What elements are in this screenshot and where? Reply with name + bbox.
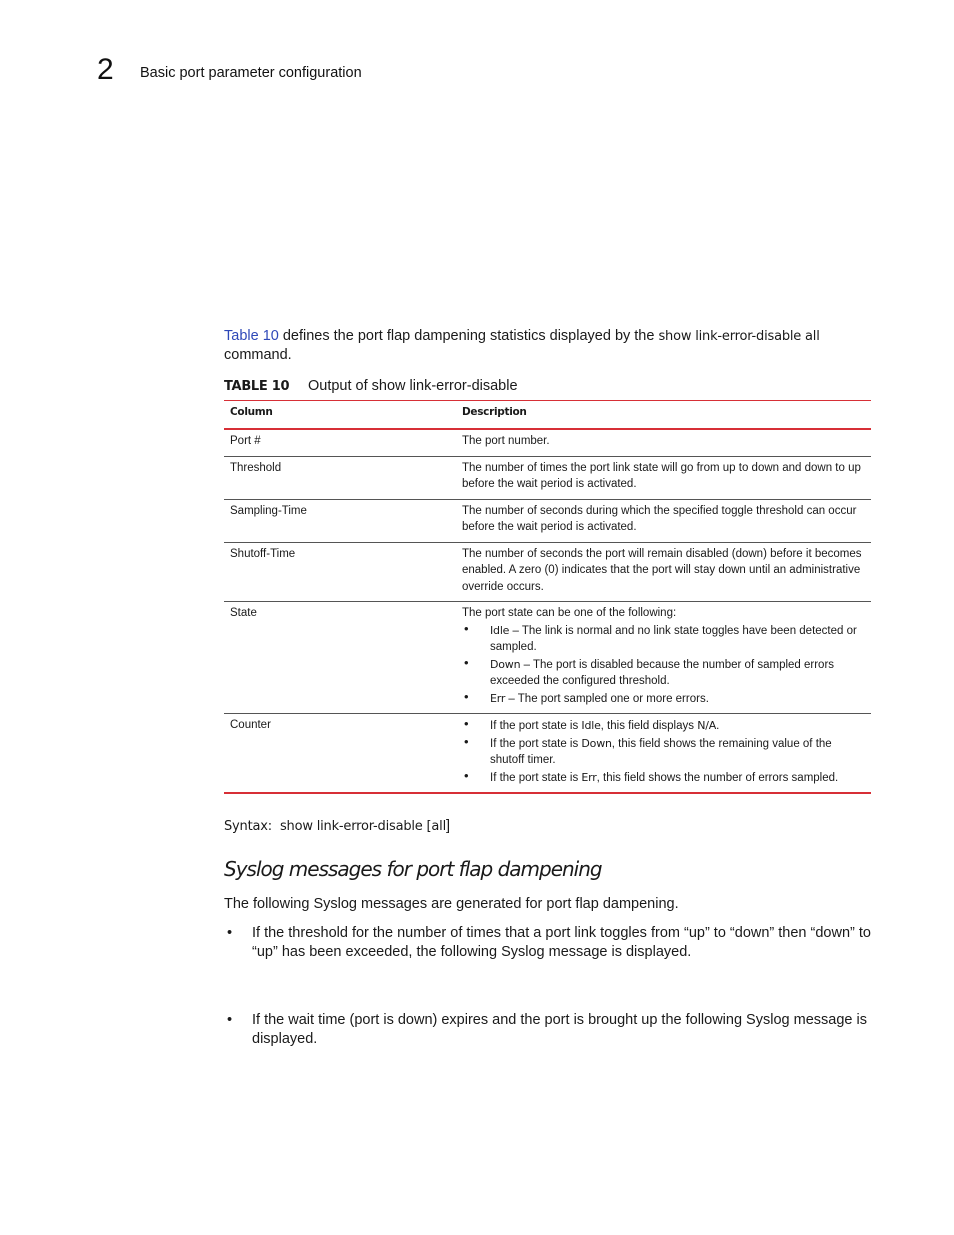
bullet-icon: • bbox=[464, 767, 469, 783]
syntax-close: ] bbox=[446, 818, 451, 834]
counter-keyword: Down bbox=[581, 736, 612, 750]
syntax-line bbox=[224, 818, 450, 834]
state-list bbox=[462, 620, 865, 708]
syntax-option: all bbox=[431, 819, 446, 834]
list-item bbox=[462, 733, 865, 769]
bullet-text: If the wait time (port is down) expires and the port is brought up the following Syslog message is displayed. bbox=[252, 1012, 867, 1047]
bullet-text: If the threshold for the number of times that a port link toggles from “up” to “down” then “down” to “up” has been exceeded, the following Syslog message is displayed. bbox=[252, 925, 871, 960]
state-keyword: Idle bbox=[490, 623, 510, 637]
counter-keyword: Err bbox=[581, 770, 597, 784]
row-column-cell: Counter bbox=[224, 714, 456, 794]
table-row bbox=[224, 499, 871, 542]
counter-text: , this field shows the remaining value of the shutoff timer. bbox=[490, 737, 832, 766]
intro-paragraph bbox=[224, 327, 874, 365]
bullet-icon: • bbox=[227, 1012, 233, 1028]
row-description-cell: The port number. bbox=[456, 429, 871, 456]
table-reference-link[interactable]: Table 10 bbox=[224, 328, 279, 344]
table-row bbox=[224, 602, 871, 714]
chapter-number: 2 bbox=[97, 53, 114, 86]
counter-text: , this field displays bbox=[600, 720, 698, 732]
header-description: Description bbox=[456, 401, 871, 430]
row-column-cell: Sampling-Time bbox=[224, 499, 456, 542]
row-column-cell: Port # bbox=[224, 429, 456, 456]
chapter-title: Basic port parameter configuration bbox=[140, 65, 362, 81]
row-column-cell: State bbox=[224, 602, 456, 714]
list-item bbox=[462, 767, 865, 787]
bullet-icon: • bbox=[464, 733, 469, 749]
bullet-icon: • bbox=[464, 654, 469, 670]
bullet-icon: • bbox=[227, 925, 233, 941]
row-description-cell bbox=[456, 602, 871, 714]
bullet-icon: • bbox=[464, 716, 469, 731]
state-text: – The link is normal and no link state toggles have been detected or sampled. bbox=[490, 624, 857, 653]
table-row bbox=[224, 456, 871, 499]
table-row bbox=[224, 542, 871, 602]
bullet-icon: • bbox=[464, 620, 469, 636]
state-keyword: Err bbox=[490, 691, 506, 705]
table-caption bbox=[224, 378, 518, 394]
intro-text-end: command. bbox=[224, 347, 292, 363]
intro-command: show link-error-disable all bbox=[658, 329, 820, 344]
row-description-cell bbox=[456, 714, 871, 794]
state-keyword: Down bbox=[490, 657, 521, 671]
table-row bbox=[224, 714, 871, 794]
state-intro: The port state can be one of the following: bbox=[462, 607, 677, 619]
counter-text: If the port state is bbox=[490, 720, 582, 732]
state-text: – The port is disabled because the number of sampled errors exceeded the configured threshold. bbox=[490, 658, 835, 687]
syntax-label: Syntax: bbox=[224, 819, 272, 834]
syntax-command: show link-error-disable [ bbox=[279, 819, 432, 834]
table-header-row bbox=[224, 401, 871, 430]
list-item bbox=[462, 654, 865, 690]
list-item bbox=[462, 688, 865, 708]
section-paragraph: The following Syslog messages are generated for port flap dampening. bbox=[224, 896, 679, 912]
table-caption-text: Output of show link-error-disable bbox=[308, 378, 518, 394]
state-text: – The port sampled one or more errors. bbox=[505, 692, 709, 705]
list-item bbox=[462, 620, 865, 656]
row-description-cell: The number of times the port link state will go from up to down and down to up before the wait period is activated. bbox=[456, 456, 871, 499]
section-heading: Syslog messages for port flap dampening bbox=[224, 857, 602, 881]
counter-text: If the port state is bbox=[490, 737, 582, 750]
list-item bbox=[224, 1011, 874, 1049]
counter-keyword: N/A bbox=[697, 719, 717, 732]
link-error-disable-table bbox=[224, 400, 871, 794]
counter-list bbox=[462, 718, 865, 786]
list-item bbox=[462, 718, 865, 735]
bullet-icon: • bbox=[464, 688, 469, 704]
counter-keyword: Idle bbox=[581, 719, 601, 732]
list-item bbox=[224, 924, 874, 962]
row-column-cell: Shutoff-Time bbox=[224, 542, 456, 602]
table-row bbox=[224, 429, 871, 456]
header-column: Column bbox=[224, 401, 456, 430]
row-column-cell: Threshold bbox=[224, 456, 456, 499]
intro-text: defines the port flap dampening statistics displayed by the bbox=[278, 328, 659, 344]
counter-text: , this field shows the number of errors sampled. bbox=[596, 771, 839, 784]
counter-text: . bbox=[716, 720, 720, 732]
table-tag: TABLE 10 bbox=[224, 379, 290, 394]
counter-text: If the port state is bbox=[490, 771, 582, 784]
row-description-cell: The number of seconds the port will remain disabled (down) before it becomes enabled. A zero (0) indicates that the port will stay down until an administrative override occurs. bbox=[456, 542, 871, 602]
row-description-cell: The number of seconds during which the specified toggle threshold can occur before the wait period is activated. bbox=[456, 499, 871, 542]
